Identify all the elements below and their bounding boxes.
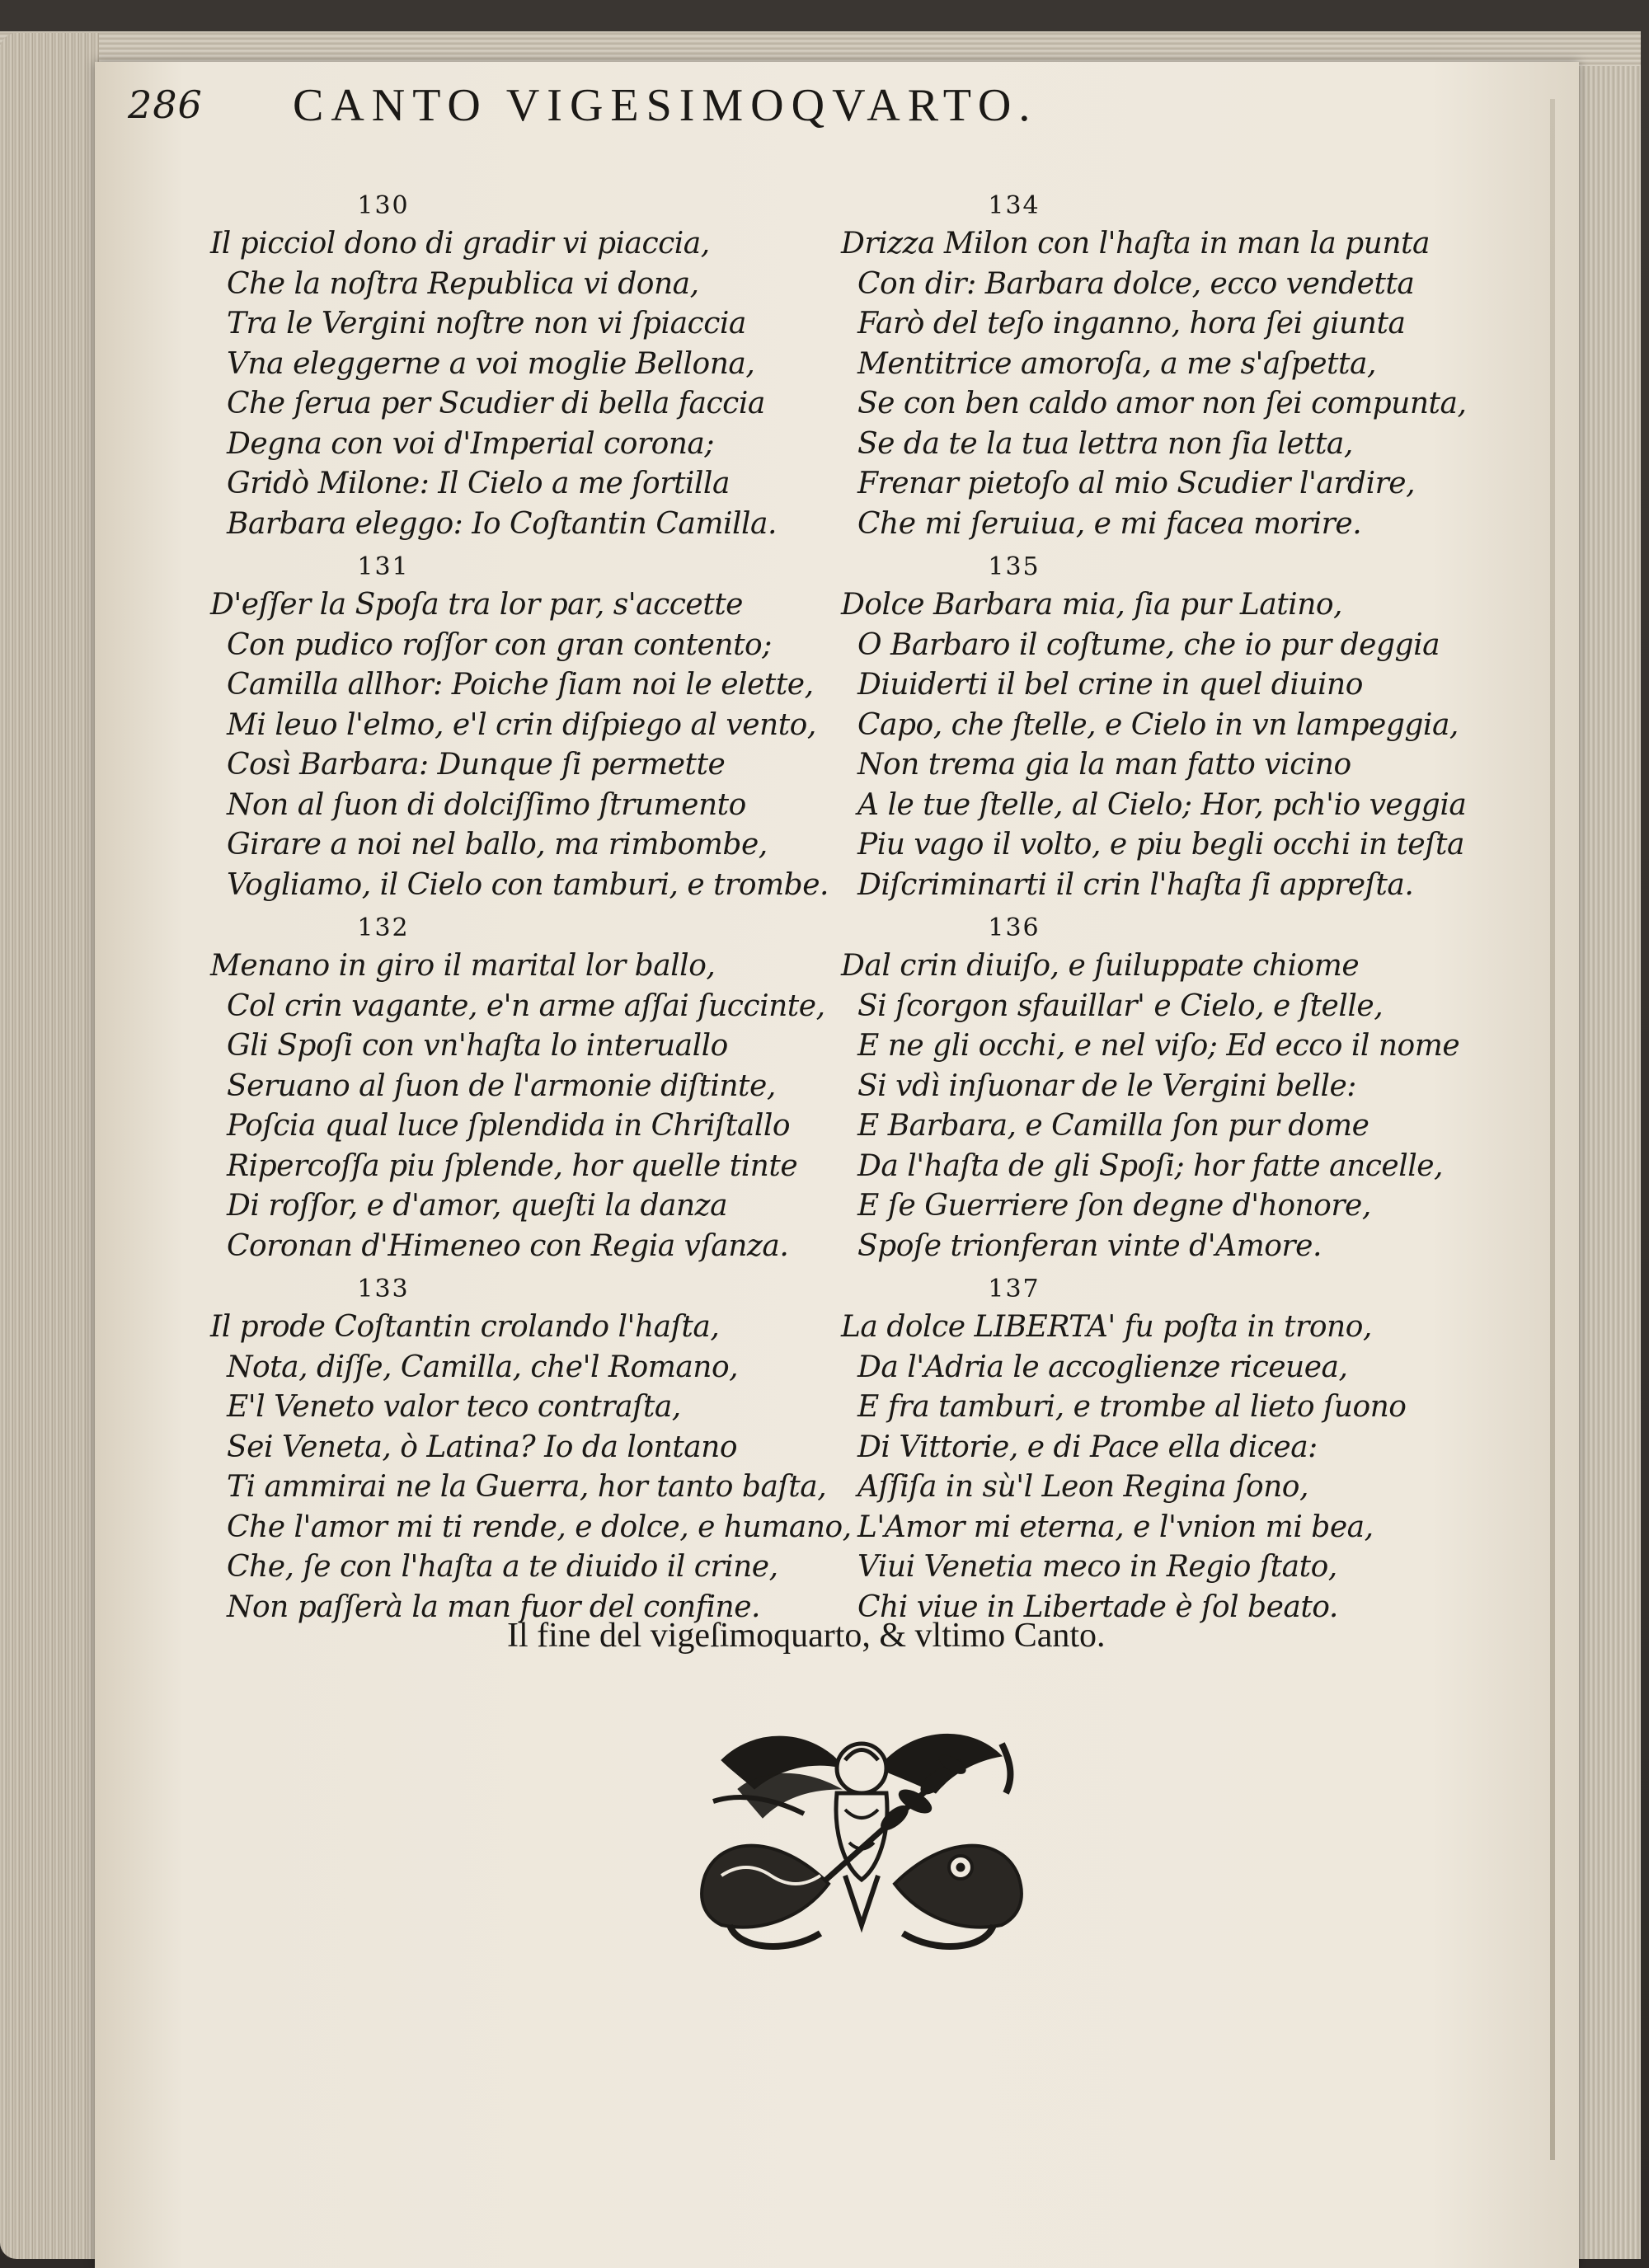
verse-line: Sei Veneta, ò Latina? Io da lontano xyxy=(227,1430,738,1464)
stanza-number: 136 xyxy=(988,913,1041,942)
verse-line: Da l'haſta de gli Spoſi; hor fatte ancelle, xyxy=(857,1148,1443,1183)
book-left-edge xyxy=(0,33,99,2259)
verse-line: Camilla allhor: Poiche ſiam noi le elette, xyxy=(227,668,814,702)
verse-line: Mentitrice amoroſa, a me s'aſpetta, xyxy=(857,346,1376,381)
verse-line: Ripercoſſa piu ſplende, hor quelle tinte xyxy=(227,1148,798,1183)
verse-line: Menano in giro il marital lor ballo, xyxy=(210,949,716,983)
verse-line: Da l'Adria le accoglienze riceuea, xyxy=(857,1350,1348,1384)
verse-line: Spoſe trionferan vinte d'Amore. xyxy=(857,1228,1322,1263)
verse-line: Coronan d'Himeneo con Regia vſanza. xyxy=(227,1228,789,1263)
verse-line: Non paſſerà la man fuor del confine. xyxy=(227,1589,760,1624)
stanza xyxy=(841,1271,1468,1627)
stanza xyxy=(210,1271,852,1627)
stanza xyxy=(841,910,1468,1266)
verse-line: E ſe Guerriere ſon degne d'honore, xyxy=(857,1189,1371,1223)
verse-line: Poſcia qual luce ſplendida in Chriſtallo xyxy=(227,1109,791,1143)
stanza-number: 135 xyxy=(988,552,1041,581)
stanza-number: 132 xyxy=(357,913,410,942)
verse-line: Si vdì inſuonar de le Vergini belle: xyxy=(857,1068,1356,1103)
right-column xyxy=(841,188,1468,1632)
colophon: Il fine del vigeſimoquarto, & vltimo Canto. xyxy=(507,1617,1106,1655)
verse-line: Che, ſe con l'haſta a te diuido il crine, xyxy=(227,1550,778,1584)
page-gutter xyxy=(1550,99,1555,2160)
verse-line: Degna con voi d'Imperial corona; xyxy=(227,426,715,461)
page-header xyxy=(128,82,1200,157)
verse-line: Di Vittorie, e di Pace ella dicea: xyxy=(857,1430,1318,1464)
verse-line: E'l Veneto valor teco contraſta, xyxy=(227,1390,681,1424)
verse-line: Diſcriminarti il crin l'haſta ſi appreſta. xyxy=(857,867,1414,902)
verse-line: E Barbara, e Camilla ſon pur dome xyxy=(857,1109,1369,1143)
stanza xyxy=(841,188,1468,544)
verse-line: D'eſſer la Spoſa tra lor par, s'accette xyxy=(210,588,743,622)
verse-line: Se con ben caldo amor non ſei compunta, xyxy=(857,387,1467,420)
verse-line: E fra tamburi, e trombe al lieto ſuono xyxy=(857,1390,1407,1424)
stanza-number: 133 xyxy=(357,1275,410,1303)
verse-line: Gridò Milone: Il Cielo a me ſortilla xyxy=(227,467,730,500)
verse-line: Tra le Vergini noſtre non vi ſpiaccia xyxy=(227,307,746,340)
verse-line: Di roſſor, e d'amor, queſti la danza xyxy=(227,1189,728,1223)
verse-line: Ti ammirai ne la Guerra, hor tanto baſta, xyxy=(227,1470,827,1504)
stanza-number: 131 xyxy=(357,552,410,581)
verse-line: A le tue ſtelle, al Cielo; Hor, pch'io veggia xyxy=(857,787,1467,822)
verse-line: Vna eleggerne a voi moglie Bellona, xyxy=(227,346,755,381)
verse-line: Con dir: Barbara dolce, ecco vendetta xyxy=(857,266,1415,301)
verse-line: Viui Venetia meco in Regio ſtato, xyxy=(857,1550,1337,1584)
verse-line: Mi leuo l'elmo, e'l crin diſpiego al vento, xyxy=(227,707,816,742)
verse-line: Piu vago il volto, e piu begli occhi in teſta xyxy=(857,828,1464,862)
verse-line: Frenar pietoſo al mio Scudier l'ardire, xyxy=(857,467,1416,500)
verse-line: Aſſiſa in sù'l Leon Regina ſono, xyxy=(857,1470,1308,1504)
verse-line: Col crin vagante, e'n arme aſſai ſuccinte, xyxy=(227,988,825,1023)
verse-line: Con pudico roſſor con gran contento; xyxy=(227,627,772,662)
verse-line: E ne gli occhi, e nel viſo; Ed ecco il nome xyxy=(857,1029,1460,1063)
verse-line: Così Barbara: Dunque ſi permette xyxy=(227,748,726,782)
verse-line: Diuiderti il bel crine in quel diuino xyxy=(857,668,1363,702)
verse-line: Girare a noi nel ballo, ma rimbombe, xyxy=(227,828,768,862)
verse-line: Nota, diſſe, Camilla, che'l Romano, xyxy=(227,1350,739,1384)
verse-line: Non al ſuon di dolciſſimo ſtrumento xyxy=(227,787,746,822)
verse-line: Il picciol dono di gradir vi piaccia, xyxy=(210,227,710,261)
left-column xyxy=(210,188,852,1632)
verse-line: O Barbaro il coſtume, che io pur deggia xyxy=(857,627,1440,662)
verse-line: L'Amor mi eterna, e l'vnion mi bea, xyxy=(857,1510,1374,1544)
verse-line: Vogliamo, il Cielo con tamburi, e trombe. xyxy=(227,867,829,902)
stanza xyxy=(210,549,837,905)
verse-line: Se da te la tua lettra non ſia letta, xyxy=(857,426,1353,461)
verse-line: Chi viue in Libertade è ſol beato. xyxy=(857,1589,1338,1624)
verse-line: Capo, che ſtelle, e Cielo in vn lampeggia, xyxy=(857,707,1459,742)
verse-line: Farò del teſo inganno, hora ſei giunta xyxy=(857,307,1406,340)
verse-line: La dolce LIBERTA' fu poſta in trono, xyxy=(841,1310,1372,1344)
verse-line: Che la noſtra Republica vi dona, xyxy=(227,266,699,301)
stanza-number: 134 xyxy=(988,191,1041,220)
verse-line: Dal crin diuiſo, e ſuiluppate chiome xyxy=(841,949,1360,983)
verse-line: Seruano al ſuon de l'armonie diſtinte, xyxy=(227,1068,776,1103)
verse-line: Drizza Milon con l'haſta in man la punta xyxy=(841,227,1430,261)
verse-line: Non trema gia la man fatto vicino xyxy=(857,748,1351,782)
verse-line: Che l'amor mi ti rende, e dolce, e humano, xyxy=(227,1510,852,1544)
verse-line: Si ſcorgon sfauillar' e Cielo, e ſtelle, xyxy=(857,988,1384,1023)
stanza-number: 137 xyxy=(988,1275,1041,1303)
stanza-number: 130 xyxy=(357,191,410,220)
running-title: CANTO VIGESIMOQVARTO. xyxy=(293,80,1038,131)
verse-line: Che mi ſeruiua, e mi facea morire. xyxy=(857,506,1362,541)
verse-line: Barbara eleggo: Io Coſtantin Camilla. xyxy=(227,506,777,541)
stanza xyxy=(841,549,1468,905)
stanza xyxy=(210,910,837,1266)
verse-line: Gli Spoſi con vn'haſta lo interuallo xyxy=(227,1029,728,1063)
verse-line: Dolce Barbara mia, ſia pur Latino, xyxy=(841,588,1342,622)
page-number: 286 xyxy=(128,82,203,127)
verse-line: Che ſerua per Scudier di bella faccia xyxy=(227,387,765,420)
winged-putto-on-dolphins-woodcut-icon xyxy=(688,1711,1035,1958)
verse-line: Il prode Coſtantin crolando l'haſta, xyxy=(210,1310,720,1344)
stanza xyxy=(210,188,837,544)
